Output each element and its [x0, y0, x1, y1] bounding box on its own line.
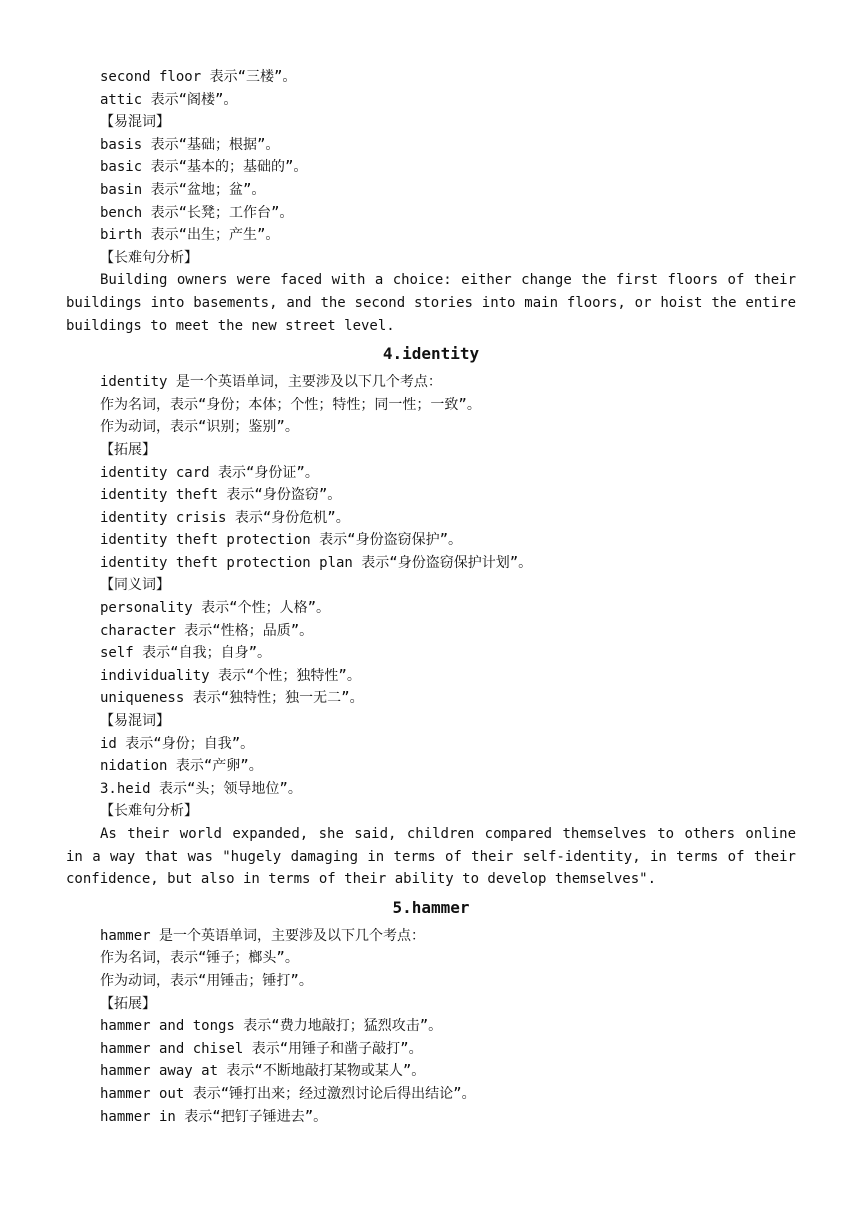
text-line: 作为名词，表示“锤子；榔头”。	[100, 950, 299, 967]
text-line: basin 表示“盆地；盆”。	[100, 181, 266, 198]
text-line: 作为名词，表示“身份；本体；个性；特性；同一性；一致”。	[100, 396, 481, 413]
text-line: hammer out 表示“锤打出来；经过激烈讨论后得出结论”。	[100, 1085, 476, 1102]
subheading-long-sentence-analysis: 【长难句分析】	[100, 803, 198, 820]
text-line: basis 表示“基础；根据”。	[100, 136, 280, 153]
text-line: character 表示“性格；品质”。	[100, 622, 314, 639]
example-paragraph: Building owners were faced with a choice: either change the first floors of their buildings into basements, and the second stories into main floors, or hoist the entire buildings to meet the new street level.	[66, 272, 796, 334]
subheading-confusable-words: 【易混词】	[100, 713, 170, 730]
document-page	[66, 66, 796, 1128]
text-line: nidation 表示“产卵”。	[100, 758, 263, 775]
subheading-extension: 【拓展】	[100, 441, 156, 458]
text-line: id 表示“身份；自我”。	[100, 735, 255, 752]
section-heading-identity: 4.identity	[382, 344, 480, 364]
text-line: identity card 表示“身份证”。	[100, 464, 319, 481]
text-line: bench 表示“长凳；工作台”。	[100, 204, 294, 221]
text-line: second floor 表示“三楼”。	[100, 69, 297, 85]
text-line: 作为动词，表示“识别；鉴别”。	[100, 419, 299, 436]
text-line: identity crisis 表示“身份危机”。	[100, 509, 350, 526]
text-line: hammer 是一个英语单词，主要涉及以下几个考点：	[100, 927, 425, 944]
text-line: personality 表示“个性；人格”。	[100, 600, 331, 617]
text-line: identity theft protection 表示“身份盗窃保护”。	[100, 532, 463, 549]
example-paragraph: As their world expanded, she said, children compared themselves to others online in a way that was "hugely damaging in terms of their self-identity, in terms of their confidence, but also in terms of their ability to develop themselves".	[66, 826, 796, 888]
text-line: self 表示“自我；自身”。	[100, 645, 272, 662]
section-heading-hammer: 5.hammer	[392, 897, 470, 917]
text-line: 作为动词，表示“用锤击；锤打”。	[100, 972, 313, 989]
subheading-synonyms: 【同义词】	[100, 577, 170, 594]
text-line: hammer away at 表示“不断地敲打某物或某人”。	[100, 1063, 426, 1080]
text-line: birth 表示“出生；产生”。	[100, 227, 280, 244]
text-line: attic 表示“阁楼”。	[100, 91, 238, 108]
text-line: uniqueness 表示“独特性；独一无二”。	[100, 690, 364, 707]
text-line: hammer and chisel 表示“用锤子和凿子敲打”。	[100, 1040, 423, 1057]
text-line: identity theft protection plan 表示“身份盗窃保护计划”。	[100, 554, 533, 571]
text-line: hammer and tongs 表示“费力地敲打；猛烈攻击”。	[100, 1018, 443, 1035]
section-5	[66, 925, 796, 1128]
subheading-confusable-words: 【易混词】	[100, 114, 170, 131]
subheading-extension: 【拓展】	[100, 995, 156, 1012]
text-line: identity 是一个英语单词，主要涉及以下几个考点：	[100, 374, 442, 391]
subheading-long-sentence-analysis: 【长难句分析】	[100, 249, 198, 266]
text-line: hammer in 表示“把钉子锤进去”。	[100, 1108, 328, 1125]
section-4	[66, 371, 796, 891]
text-line: identity theft 表示“身份盗窃”。	[100, 487, 342, 504]
text-line: basic 表示“基本的；基础的”。	[100, 159, 308, 176]
text-line: 3.heid 表示“头；领导地位”。	[100, 780, 302, 797]
section-3-tail	[66, 66, 796, 337]
text-line: individuality 表示“个性；独特性”。	[100, 667, 361, 684]
